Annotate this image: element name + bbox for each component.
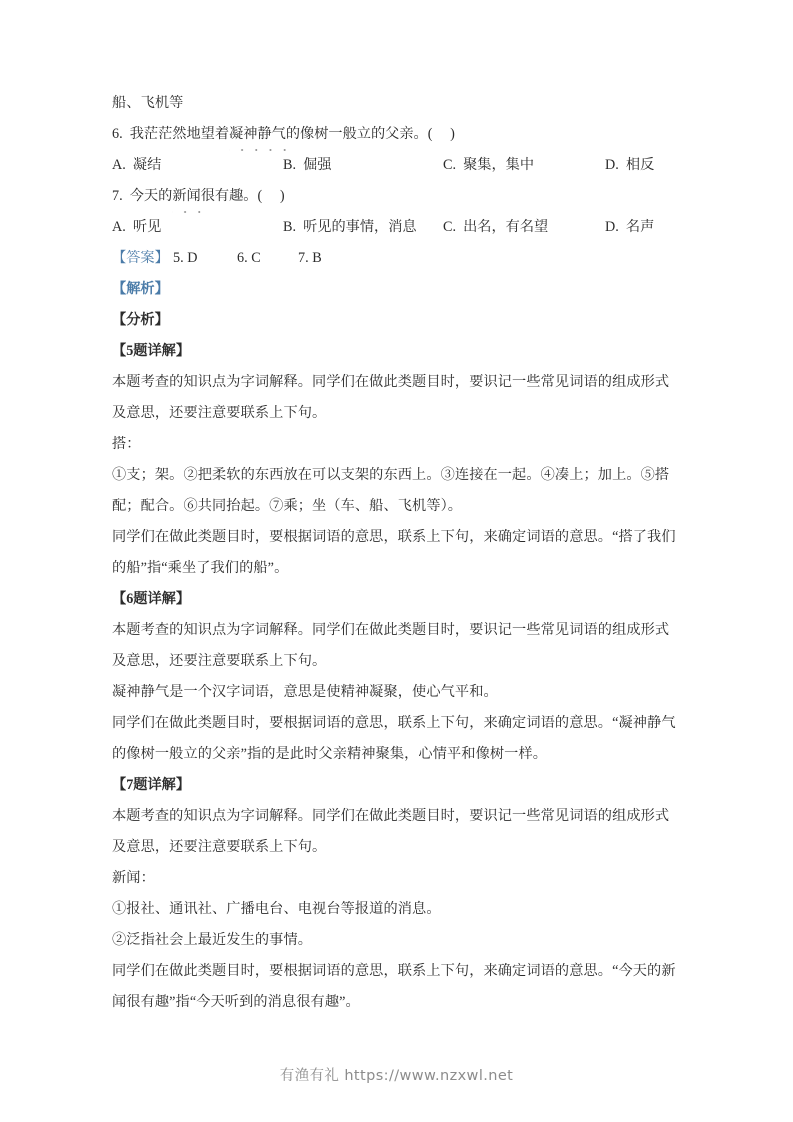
site-watermark: 有渔有礼 https://www.nzxwl.net bbox=[279, 1068, 514, 1084]
detail-6-paragraph-3: 同学们在做此类题目时，要根据词语的意思，联系上下句，来确定词语的意思。“凝神静气的像树一般立的父亲”指的是此时父亲精神聚集，心情平和像树一样。 bbox=[112, 715, 676, 762]
overview-tag: 【分析】 bbox=[112, 312, 169, 328]
detail-5-paragraph-2: 搭： bbox=[112, 436, 141, 452]
detail-7-paragraph-4: ②泛指社会上最近发生的事情。 bbox=[112, 932, 313, 948]
option-6-c[interactable] bbox=[443, 150, 534, 181]
answer-item-5: 5. D bbox=[173, 250, 198, 266]
option-6-a[interactable] bbox=[112, 150, 161, 181]
question-6-emphasis: 凝神静气 bbox=[229, 119, 286, 150]
question-7-number: 7. bbox=[112, 188, 123, 204]
answer-item-7: 7. B bbox=[298, 250, 322, 266]
option-7-d-label: D. bbox=[605, 219, 619, 235]
option-7-c[interactable] bbox=[443, 212, 548, 243]
detail-heading-6: 【6题详解】 bbox=[112, 591, 191, 607]
option-7-b-text: 听见的事情，消息 bbox=[303, 219, 417, 235]
option-7-a[interactable] bbox=[112, 212, 161, 243]
question-6-options bbox=[112, 150, 682, 181]
detail-7-paragraph-5: 同学们在做此类题目时，要根据词语的意思，联系上下句，来确定词语的意思。“今天的新闻很有趣”指“今天听到的消息很有趣”。 bbox=[112, 963, 676, 1010]
answer-item-6: 6. C bbox=[237, 250, 261, 266]
detail-7-paragraph-2: 新闻： bbox=[112, 870, 155, 886]
option-6-d-text: 相反 bbox=[625, 157, 655, 173]
option-7-c-text: 出名，有名望 bbox=[463, 219, 549, 235]
option-7-a-label: A. bbox=[112, 219, 126, 235]
detail-7-paragraph-1: 本题考查的知识点为字词解释。同学们在做此类题目时，要识记一些常见词语的组成形式及意思，还要注意要联系上下句。 bbox=[112, 808, 670, 855]
option-6-d-label: D. bbox=[605, 157, 619, 173]
option-6-b[interactable] bbox=[283, 150, 332, 181]
detail-6-paragraph-2: 凝神静气是一个汉字词语，意思是使精神凝聚，使心气平和。 bbox=[112, 684, 498, 700]
analysis-tag: 【解析】 bbox=[112, 281, 169, 297]
option-7-b[interactable] bbox=[283, 212, 417, 243]
option-6-c-label: C. bbox=[443, 157, 457, 173]
detail-6-paragraph-1: 本题考查的知识点为字词解释。同学们在做此类题目时，要识记一些常见词语的组成形式及意思，还要注意要联系上下句。 bbox=[112, 622, 670, 669]
option-6-b-text: 倔强 bbox=[303, 157, 332, 173]
question-7-stem bbox=[112, 181, 682, 212]
option-6-b-label: B. bbox=[283, 157, 297, 173]
question-7-stem-close: ) bbox=[279, 188, 285, 204]
answer-block bbox=[112, 243, 682, 274]
question-6-stem-before: 我茫茫然地望着 bbox=[129, 126, 230, 142]
question-7-options bbox=[112, 212, 682, 243]
answer-tag: 【答案】 bbox=[112, 250, 169, 266]
detail-heading-7: 【7题详解】 bbox=[112, 777, 191, 793]
detail-7-paragraph-3: ①报社、通讯社、广播电台、电视台等报道的消息。 bbox=[112, 901, 441, 917]
option-7-d-text: 名声 bbox=[625, 219, 655, 235]
option-6-d[interactable] bbox=[605, 150, 654, 181]
option-7-c-label: C. bbox=[443, 219, 457, 235]
detail-heading-5: 【5题详解】 bbox=[112, 343, 191, 359]
question-6-stem-close: ) bbox=[450, 126, 455, 142]
carryover-text-line: 船、飞机等 bbox=[112, 95, 184, 111]
option-7-d[interactable] bbox=[605, 212, 654, 243]
question-7-emphasis: 新闻 bbox=[172, 181, 200, 212]
option-6-a-text: 凝结 bbox=[132, 157, 162, 173]
option-6-a-label: A. bbox=[112, 157, 126, 173]
question-7-stem-before: 今天的 bbox=[129, 188, 173, 204]
option-6-c-text: 聚集，集中 bbox=[463, 157, 535, 173]
detail-5-paragraph-3: ①支；架。②把柔软的东西放在可以支架的东西上。③连接在一起。④凑上；加上。⑤搭配；配合。⑥共同抬起。⑦乘；坐（车、船、飞机等）。 bbox=[112, 467, 670, 514]
detail-5-paragraph-1: 本题考查的知识点为字词解释。同学们在做此类题目时，要识记一些常见词语的组成形式及意思，还要注意要联系上下句。 bbox=[112, 374, 670, 421]
question-6-number: 6. bbox=[112, 126, 123, 142]
document-content bbox=[112, 88, 682, 1018]
option-7-a-text: 听见 bbox=[132, 219, 162, 235]
question-6-stem-after: 的像树一般立的父亲。( bbox=[285, 126, 433, 142]
question-7-stem-after: 很有趣。( bbox=[200, 188, 263, 204]
option-7-b-label: B. bbox=[283, 219, 297, 235]
detail-5-paragraph-4: 同学们在做此类题目时，要根据词语的意思，联系上下句，来确定词语的意思。“搭了我们的船”指“乘坐了我们的船”。 bbox=[112, 529, 676, 576]
question-6-stem bbox=[112, 119, 682, 150]
